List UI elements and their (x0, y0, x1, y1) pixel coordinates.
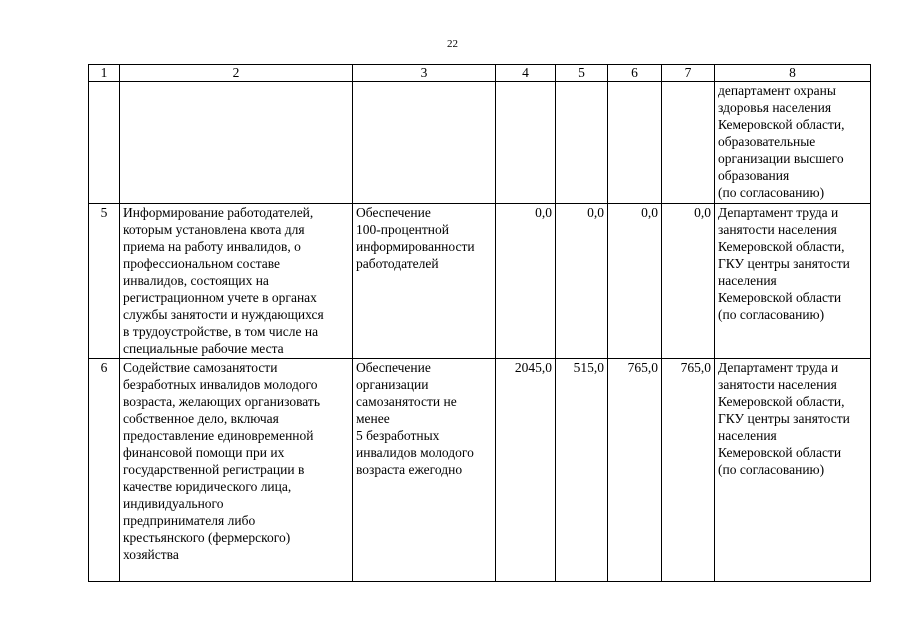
table-row (89, 359, 871, 582)
table-cell (662, 82, 715, 204)
measures-table (88, 64, 871, 582)
table-row (89, 204, 871, 359)
column-header: 3 (353, 65, 496, 82)
column-header: 7 (662, 65, 715, 82)
value-cell: 0,0 (662, 204, 715, 359)
column-header: 6 (608, 65, 662, 82)
value-cell: 765,0 (662, 359, 715, 582)
column-header: 8 (715, 65, 871, 82)
table-cell (89, 82, 120, 204)
value-cell: 765,0 (608, 359, 662, 582)
executor-cell: Департамент труда и занятости населения Кемеровской области, ГКУ центры занятости населения Кемеровской области (по согласованию) (715, 204, 871, 359)
executor-cell: департамент охраны здоровья населения Кемеровской области, образовательные организации высшего образования (по согласованию) (715, 82, 871, 204)
value-cell: 2045,0 (496, 359, 556, 582)
column-header: 2 (120, 65, 353, 82)
column-header: 5 (556, 65, 608, 82)
table-cell (608, 82, 662, 204)
column-header: 1 (89, 65, 120, 82)
table-cell (353, 82, 496, 204)
row-number-cell: 6 (89, 359, 120, 582)
measure-cell: Информирование работодателей, которым установлена квота для приема на работу инвалидов, о профессиональном составе инвалидов, состоящих на регистрационном учете в органах службы занятости и нуждающихся в трудоустройстве, в том числе на специальные рабочие места (120, 204, 353, 359)
value-cell: 0,0 (608, 204, 662, 359)
value-cell: 0,0 (496, 204, 556, 359)
measure-cell: Содействие самозанятости безработных инвалидов молодого возраста, желающих организовать собственное дело, включая предоставление единовременной финансовой помощи при их государственной регистрации в качестве юридического лица, индивидуального предпринимателя либо крестьянского (фермерского) хозяйства (120, 359, 353, 582)
value-cell: 515,0 (556, 359, 608, 582)
column-number-header-row (89, 65, 871, 82)
row-number-cell: 5 (89, 204, 120, 359)
page-number: 22 (447, 38, 458, 50)
table-cell (556, 82, 608, 204)
column-header: 4 (496, 65, 556, 82)
table-cell (496, 82, 556, 204)
result-cell: Обеспечение организации самозанятости не менее 5 безработных инвалидов молодого возраста ежегодно (353, 359, 496, 582)
continuation-row (89, 82, 871, 204)
value-cell: 0,0 (556, 204, 608, 359)
result-cell: Обеспечение 100-процентной информированности работодателей (353, 204, 496, 359)
executor-cell: Департамент труда и занятости населения Кемеровской области, ГКУ центры занятости населения Кемеровской области (по согласованию) (715, 359, 871, 582)
table-cell (120, 82, 353, 204)
